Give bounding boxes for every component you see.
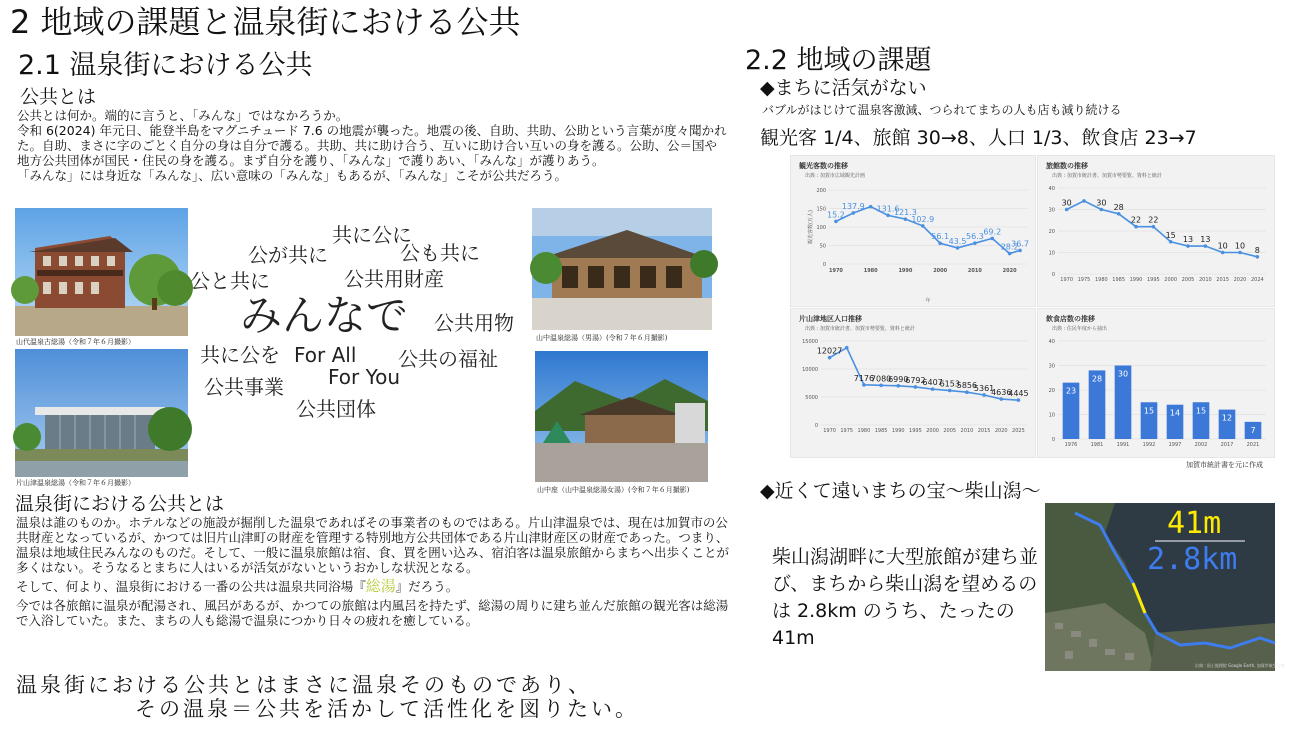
x-tick-label: 2005: [1181, 277, 1195, 283]
y-tick-label: 50: [819, 243, 826, 250]
chart-subtitle: 出典 : 住民年度から抽出: [1052, 326, 1107, 332]
chart-restaurants-svg: [1038, 309, 1274, 457]
x-tick-label: 1997: [1168, 442, 1182, 448]
bar-value-label: 28: [1091, 374, 1103, 384]
data-point: [1017, 398, 1021, 402]
data-label: 5856: [956, 381, 978, 391]
chart-tourists-svg: [791, 156, 1035, 306]
public-line-3: 「みんな」には身近な「みんな」、広い意味の「みんな」もあるが、「みんな」こそが公共だろう。: [17, 168, 568, 183]
data-point: [1169, 240, 1173, 244]
y-tick-label: 5000: [805, 395, 818, 401]
x-tick-label: 1990: [1129, 277, 1143, 283]
y-tick-label: 10000: [802, 367, 818, 373]
data-point: [990, 237, 994, 241]
x-tick-label: 2015: [977, 428, 991, 434]
y-tick-label: 0: [814, 423, 818, 429]
issue-1-summary: 観光客 1/4、旅館 30→8、人口 1/3、飲食店 23→7: [760, 127, 1197, 149]
data-point: [896, 384, 900, 388]
x-tick-label: 2020: [1002, 268, 1017, 274]
data-label: 43.5: [948, 236, 967, 246]
chart-subtitle: 出典 : 加賀市広域観光計画: [805, 173, 865, 179]
bar-value-label: 7: [1250, 425, 1256, 435]
public-line-1: 公共とは何か。端的に言うと、「みんな」ではなかろうか。: [17, 108, 349, 123]
data-label: 13: [1200, 235, 1211, 245]
data-point: [1204, 244, 1208, 248]
x-tick-label: 2015: [1216, 277, 1230, 283]
y-tick-label: 0: [1051, 272, 1055, 278]
onsen-paragraph-3: 今では各旅館に温泉が配湯され、風呂があるが、かつての旅館は内風呂を持たず、総湯の周りに建ち並んだ旅館の観光客は総湯で入浴していた。また、まちの人も総湯で温泉につかり日々の疲れを癒している。: [16, 598, 729, 628]
photo-katayamazu-soyu: [15, 349, 188, 477]
y-tick-label: 150: [816, 206, 826, 213]
x-tick-label: 1976: [1064, 442, 1078, 448]
x-tick-label: 2025: [1012, 428, 1025, 434]
x-tick-label: 2017: [1220, 442, 1234, 448]
data-label: 22: [1148, 215, 1159, 225]
data-label: 69.2: [983, 227, 1002, 237]
data-label: 137.9: [841, 201, 865, 211]
x-tick-label: 2024: [1250, 277, 1264, 283]
x-tick-label: 1985: [1112, 277, 1126, 283]
data-label: 30: [1096, 198, 1107, 208]
section-heading-issues: 2.2 地域の課題: [745, 45, 932, 76]
data-label: 6153: [939, 379, 960, 389]
x-tick-label: 1975: [840, 428, 854, 434]
data-point: [1186, 244, 1190, 248]
x-tick-label: 1992: [1142, 442, 1156, 448]
data-point: [1065, 208, 1069, 212]
y-tick-label: 40: [1048, 186, 1055, 192]
data-label: 28: [1113, 202, 1124, 212]
conclusion-line-2: その温泉＝公共を活かして活性化を図りたい。: [135, 697, 639, 721]
bar-value-label: 14: [1169, 408, 1181, 418]
data-point: [1134, 225, 1138, 229]
issue-2-heading: ◆近くて遠いまちの宝～柴山潟～: [760, 480, 1041, 502]
data-label: 5361: [973, 383, 995, 393]
data-point: [1221, 251, 1225, 255]
x-tick-label: 1981: [1090, 442, 1104, 448]
data-point: [862, 383, 866, 387]
onsen-paragraph-2: [16, 579, 732, 594]
y-tick-label: 10: [1048, 250, 1055, 257]
onsen-p2-after: 』だろう。: [395, 579, 459, 594]
bar-value-label: 15: [1195, 406, 1207, 416]
y-tick-label: 30: [1048, 363, 1055, 370]
issue-2-text: 柴山潟湖畔に大型旅館が建ち並び、まちから柴山潟を望めるのは 2.8km のうち、たったの 41m: [772, 546, 1039, 649]
photo-yamashiro-kosoyu: [15, 208, 188, 336]
data-point: [904, 217, 908, 221]
data-label: 12027: [816, 346, 843, 356]
public-line-2: 令和 6(2024) 年元日、能登半島をマグニチュード 7.6 の地震が襲った。地震の後、自助、共助、公助という言葉が度々聞かれた。自助、まさに字のごとく自分の身は自分で護る。共助、共に助け合う、互いに助け合い互いの身を護る。公助、公＝国や地方公共団体が国民・住民の身を護る。まず自分を護り、「みんな」で護りあい、「みんな」が護りあう。: [17, 123, 727, 168]
data-point: [956, 246, 960, 250]
x-tick-label: 2021: [1246, 442, 1260, 448]
map-label-41m: 41m: [1167, 506, 1222, 541]
photo-caption-2: 片山津温泉総湯（令和７年６月撮影）: [16, 479, 135, 487]
shibayamagata-map: [1045, 503, 1285, 671]
data-label: 4445: [1008, 389, 1029, 399]
y-tick-label: 0: [1051, 437, 1055, 443]
data-label: 30: [1061, 198, 1072, 208]
x-tick-label: 2020: [1233, 277, 1247, 283]
x-tick-label: 1990: [891, 428, 905, 434]
chart-subtitle: 出典 : 加賀市統計書、加賀市勢要覧、資料と統計: [805, 326, 915, 332]
data-point: [879, 384, 883, 388]
y-tick-label: 20: [1048, 229, 1055, 235]
data-label: 7176: [853, 373, 875, 383]
data-point: [973, 241, 977, 245]
x-tick-label: 1980: [863, 268, 878, 274]
data-label: 102.9: [911, 214, 935, 224]
data-point: [931, 387, 935, 391]
x-tick-label: 1995: [909, 428, 922, 434]
data-label: 6407: [922, 378, 943, 388]
chart-ryokan: [1037, 155, 1275, 307]
data-point: [948, 389, 952, 393]
x-tick-label: 2020: [994, 428, 1008, 434]
data-label: 36.7: [1011, 239, 1029, 249]
chart-title: 旅館数の推移: [1046, 162, 1088, 170]
x-tick-label: 2010: [1198, 277, 1212, 283]
data-label: 7080: [870, 374, 892, 384]
data-point: [834, 220, 838, 224]
x-tick-label: 1980: [857, 428, 871, 434]
y-tick-label: 30: [1048, 207, 1055, 214]
page-title: 2 地域の課題と温泉街における公共: [10, 3, 521, 41]
data-point: [1008, 252, 1012, 256]
data-label: 4636: [991, 388, 1012, 398]
photo-yamanaka-soyu: [532, 208, 712, 330]
word-cloud-word: 共に公を: [200, 343, 280, 367]
data-label: 10: [1217, 241, 1228, 251]
onsen-text: [16, 515, 732, 628]
x-tick-label: 1970: [1060, 277, 1074, 283]
data-label: 131.6: [876, 204, 900, 214]
map-label-2-8km: 2.8km: [1147, 542, 1238, 577]
word-cloud-word: 公共用物: [434, 311, 514, 335]
x-tick-label: 1991: [1116, 442, 1130, 448]
y-tick-label: 0: [822, 262, 826, 268]
chart-ryokan-svg: [1038, 156, 1274, 306]
data-point: [938, 241, 942, 245]
data-point: [1100, 208, 1104, 212]
x-tick-label: 1985: [874, 428, 888, 434]
data-point: [845, 346, 849, 350]
data-label: 6990: [888, 374, 909, 384]
y-tick-label: 100: [816, 225, 826, 231]
chart-title: 片山津地区人口推移: [799, 315, 862, 323]
chart-title: 飲食店数の推移: [1046, 315, 1095, 323]
x-axis-label: 年: [925, 298, 931, 304]
data-point: [982, 393, 986, 397]
data-label: 56.1: [931, 232, 950, 242]
data-label: 56.3: [965, 232, 984, 242]
map-attribution: 出典 : 国土地理院 Google Earth, 加賀市航空写真: [1195, 663, 1285, 668]
data-label: 28.2: [1000, 242, 1019, 252]
data-point: [921, 224, 925, 228]
photo-yamanakaza: [535, 351, 708, 482]
data-label: 13: [1182, 235, 1194, 245]
x-tick-label: 2010: [967, 268, 982, 274]
x-tick-label: 1990: [898, 268, 913, 274]
x-tick-label: 2000: [926, 428, 939, 434]
data-point: [869, 205, 873, 209]
data-point: [1018, 249, 1022, 253]
y-tick-label: 15000: [802, 339, 818, 345]
chart-title: 観光客数の推移: [799, 162, 848, 170]
soyu-highlight: 総湯: [365, 577, 396, 595]
issue-1-heading: ◆まちに活気がない: [760, 77, 927, 99]
photo-caption-3: 山中温泉総湯（男湯）(令和７年６月撮影): [536, 334, 668, 342]
data-point: [852, 211, 856, 215]
word-cloud-word: For You: [328, 365, 401, 389]
x-tick-label: 2000: [1164, 277, 1178, 283]
word-cloud-word: 公と共に: [190, 269, 270, 293]
word-cloud-word: 公共事業: [204, 375, 284, 399]
bar-value-label: 30: [1117, 369, 1129, 379]
onsen-paragraph-1: 温泉は誰のものか。ホテルなどの施設が掘削した温泉であればその事業者のものではある。片山津温泉では、現在は加賀市の公共財産となっているが、かつては旧片山津町の財産を管理する特別地方公共団体である片山津財産区の財産であった。つまり、温泉は地域住民みんなのものだ。そして、一般に温泉旅館は宿、食、買を囲い込み、宿泊客は温泉旅館からまちへ出歩くことが多くはない。そうなるとまちに人はいるが活気がないというおかしな状況となる。: [16, 515, 730, 575]
photo-caption-1: 山代温泉古総湯（令和７年６月撮影）: [16, 338, 135, 346]
data-point: [886, 214, 890, 218]
onsen-public-heading: 温泉街における公共とは: [15, 493, 225, 515]
word-cloud: [190, 215, 530, 425]
onsen-p2-before: そして、何より、温泉街における一番の公共は温泉共同浴場『: [16, 579, 366, 594]
word-cloud-word: みんなで: [240, 291, 409, 340]
x-tick-label: 1975: [1077, 277, 1091, 283]
charts-source: 加賀市統計書を元に作成: [1186, 461, 1263, 469]
data-point: [965, 390, 969, 394]
data-label: 8: [1254, 245, 1260, 255]
x-tick-label: 1995: [1146, 277, 1160, 283]
chart-subtitle: 出典 : 加賀市統計書、加賀市勢要覧、資料と統計: [1052, 173, 1162, 179]
data-point: [828, 356, 832, 360]
x-tick-label: 2005: [943, 428, 957, 434]
section-heading-public: 2.1 温泉街における公共: [18, 50, 313, 81]
word-cloud-word: 公が共に: [248, 243, 328, 267]
issue-1-subtext: バブルがはじけて温泉客激減、つられてまちの人も店も減り続ける: [762, 103, 1122, 117]
data-point: [1082, 199, 1086, 203]
chart-tourists: [790, 155, 1036, 307]
x-tick-label: 2010: [960, 428, 974, 434]
y-tick-label: 20: [1048, 388, 1055, 394]
data-point: [1256, 255, 1260, 259]
public-text: [17, 108, 727, 183]
data-label: 121.3: [893, 208, 917, 218]
word-cloud-word: 公共の福祉: [398, 347, 498, 371]
data-label: 6792: [905, 375, 926, 385]
chart-population-svg: [791, 309, 1035, 457]
y-tick-label: 200: [816, 188, 826, 194]
word-cloud-word: 公共用財産: [344, 267, 444, 291]
data-point: [999, 397, 1003, 401]
bar-value-label: 23: [1065, 386, 1077, 396]
x-tick-label: 1970: [823, 428, 836, 434]
bar-value-label: 15: [1143, 406, 1155, 416]
chart-population: [790, 308, 1036, 458]
word-cloud-word: For All: [294, 343, 357, 367]
y-axis-label: 観光客数(万人): [808, 210, 814, 244]
photo-caption-4: 山中座（山中温泉総湯女湯）(令和７年６月撮影): [537, 486, 690, 494]
y-tick-label: 10: [1048, 412, 1055, 419]
x-tick-label: 2000: [933, 268, 948, 274]
y-tick-label: 40: [1048, 339, 1055, 345]
data-point: [1117, 212, 1121, 216]
data-label: 22: [1130, 215, 1142, 225]
x-tick-label: 1970: [828, 268, 843, 274]
word-cloud-word: 公も共に: [400, 241, 480, 265]
word-cloud-word: 公共団体: [296, 397, 376, 421]
conclusion-line-1: 温泉街における公共とはまさに温泉そのものであり、: [16, 673, 592, 697]
data-point: [1238, 251, 1242, 255]
data-label: 15.2: [827, 210, 845, 220]
data-label: 15: [1165, 230, 1176, 240]
word-cloud-word: 共に公に: [332, 223, 412, 247]
chart-restaurants: [1037, 308, 1275, 458]
bar-value-label: 12: [1221, 413, 1233, 423]
x-tick-label: 1980: [1094, 277, 1108, 283]
public-heading: 公共とは: [20, 86, 97, 108]
data-point: [914, 385, 918, 389]
x-tick-label: 2002: [1194, 442, 1208, 448]
data-label: 10: [1234, 241, 1246, 251]
data-point: [1152, 225, 1156, 229]
